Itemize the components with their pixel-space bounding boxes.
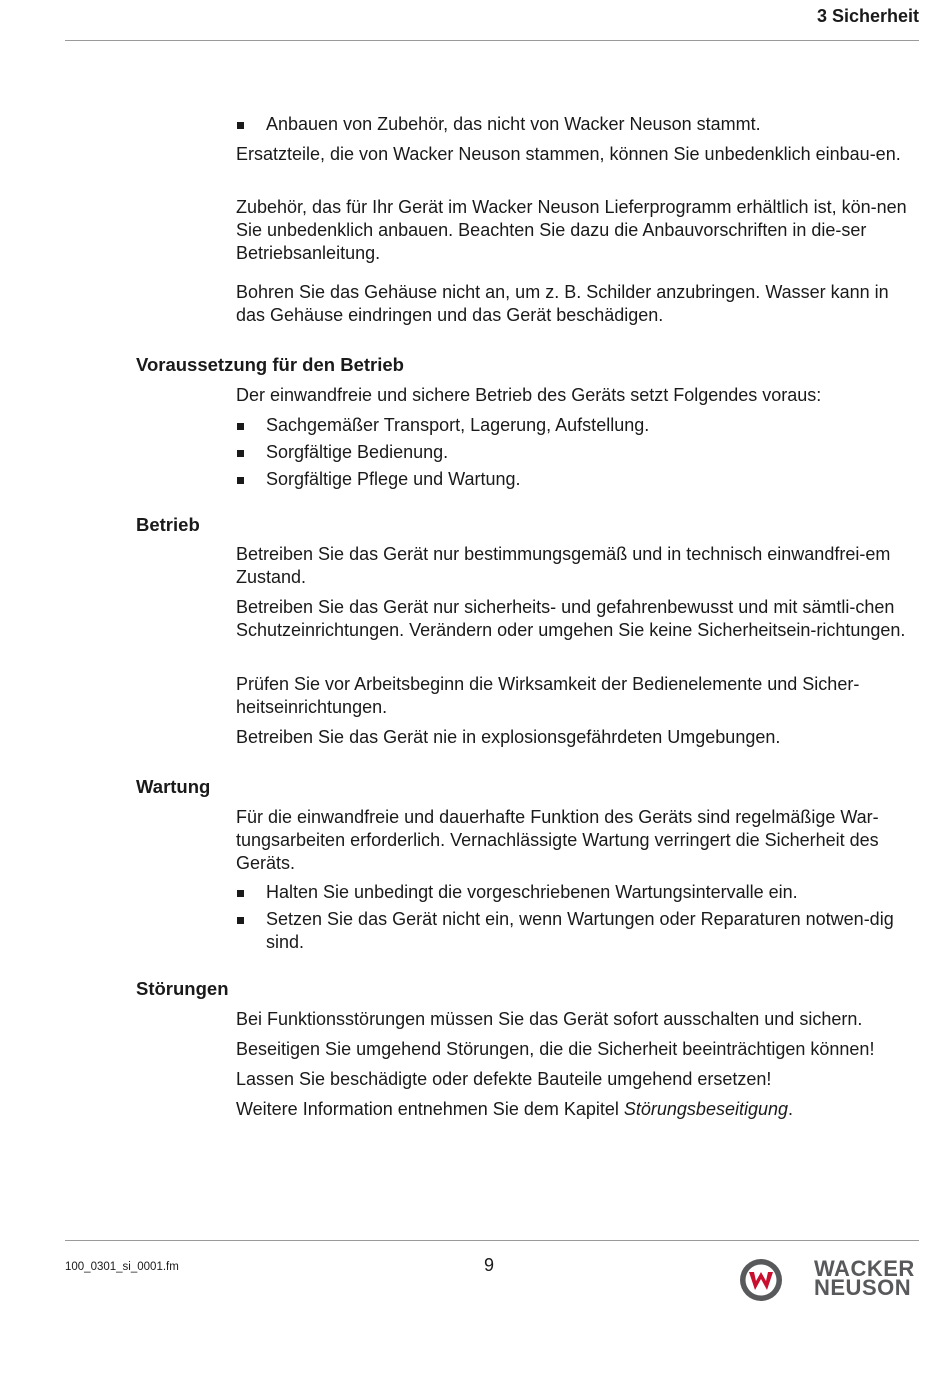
paragraph-text: Ersatzteile, die von Wacker Neuson stammen, können Sie unbedenklich einbau-en.	[236, 144, 901, 164]
list-item	[236, 881, 922, 904]
list-item	[236, 908, 922, 954]
logo-wordmark-line2: NEUSON	[814, 1275, 912, 1300]
paragraph	[236, 143, 922, 166]
list-item	[236, 414, 922, 437]
paragraph-text: Bei Funktionsstörungen müssen Sie das Gerät sofort ausschalten und sichern.	[236, 1009, 863, 1029]
bullet-list	[236, 414, 922, 491]
paragraph	[236, 1038, 922, 1061]
paragraph-text-prefix: Weitere Information entnehmen Sie dem Kapitel	[236, 1099, 624, 1119]
paragraph	[236, 673, 922, 719]
paragraph-text: Zubehör, das für Ihr Gerät im Wacker Neuson Lieferprogramm erhältlich ist, kön-nen Sie unbedenklich anbauen. Beachten Sie dazu die Anbauvorschriften in die-ser Betriebsanleitung.	[236, 197, 907, 263]
list-item-text: Sachgemäßer Transport, Lagerung, Aufstellung.	[266, 415, 650, 435]
paragraph	[236, 806, 922, 875]
paragraph-text: Bohren Sie das Gehäuse nicht an, um z. B. Schilder anzubringen. Wasser kann in das Gehäuse eindringen und das Gerät beschädigen.	[236, 282, 889, 325]
paragraph	[236, 281, 922, 327]
footer-rule	[65, 1240, 919, 1241]
footer-filename: 100_0301_si_0001.fm	[65, 1261, 179, 1273]
bullet-square-icon	[237, 477, 244, 484]
chapter-title: 3 Sicherheit	[816, 6, 919, 26]
paragraph-text: Für die einwandfreie und dauerhafte Funktion des Geräts sind regelmäßige War-tungsarbeiten erforderlich. Vernachlässigte Wartung verringert die Sicherheit des Geräts.	[236, 807, 879, 873]
paragraph-text	[236, 1098, 922, 1121]
paragraph	[236, 196, 922, 265]
list-item-text: Sorgfältige Pflege und Wartung.	[266, 469, 521, 489]
list-item-text: Sorgfältige Bedienung.	[266, 442, 449, 462]
list-item-text: Anbauen von Zubehör, das nicht von Wacker Neuson stammt.	[266, 114, 761, 134]
paragraph-text: Betreiben Sie das Gerät nie in explosionsgefährdeten Umgebungen.	[236, 727, 781, 747]
section-heading: Störungen	[136, 978, 229, 999]
chapter-reference: Störungsbeseitigung	[623, 1099, 789, 1119]
wacker-neuson-logo-icon	[738, 1257, 784, 1303]
paragraph-text-suffix: .	[788, 1099, 794, 1119]
paragraph	[236, 596, 922, 642]
bullet-list	[236, 881, 922, 954]
section-heading: Wartung	[136, 776, 211, 797]
bullet-square-icon	[237, 423, 244, 430]
list-item	[236, 113, 922, 136]
bullet-square-icon	[237, 917, 244, 924]
bullet-square-icon	[237, 450, 244, 457]
paragraph-text: Betreiben Sie das Gerät nur sicherheits- und gefahrenbewusst und mit sämtli-chen Schutzeinrichtungen. Verändern oder umgehen Sie keine Sicherheitsein-richtungen.	[236, 597, 906, 640]
logo-wordmark-line1: WACKER	[814, 1256, 915, 1281]
list-item-text: Setzen Sie das Gerät nicht ein, wenn Wartungen oder Reparaturen notwen-dig sind.	[266, 909, 894, 952]
bullet-square-icon	[237, 890, 244, 897]
intro-block	[236, 113, 922, 136]
paragraph	[236, 1098, 922, 1121]
paragraph-text: Beseitigen Sie umgehend Störungen, die die Sicherheit beeinträchtigen können!	[236, 1039, 875, 1059]
paragraph	[236, 1008, 922, 1031]
paragraph	[236, 543, 922, 589]
paragraph-text: Prüfen Sie vor Arbeitsbeginn die Wirksamkeit der Bedienelemente und Sicher-heitseinrichtungen.	[236, 674, 860, 717]
list-item	[236, 468, 922, 491]
section-heading: Betrieb	[136, 514, 200, 535]
paragraph-text: Lassen Sie beschädigte oder defekte Bauteile umgehend ersetzen!	[236, 1069, 772, 1089]
paragraph	[236, 726, 922, 749]
logo-wordmark	[814, 1256, 915, 1300]
list-item-text: Halten Sie unbedingt die vorgeschriebenen Wartungsintervalle ein.	[266, 882, 798, 902]
list-item	[236, 441, 922, 464]
paragraph-text: Betreiben Sie das Gerät nur bestimmungsgemäß und in technisch einwandfrei-em Zustand.	[236, 544, 891, 587]
section-heading: Voraussetzung für den Betrieb	[136, 354, 404, 375]
page-number: 9	[484, 1255, 495, 1275]
paragraph	[236, 384, 922, 407]
header-rule	[65, 40, 919, 41]
paragraph-text: Der einwandfreie und sichere Betrieb des Geräts setzt Folgendes voraus:	[236, 385, 822, 405]
bullet-square-icon	[237, 122, 244, 129]
paragraph	[236, 1068, 922, 1091]
